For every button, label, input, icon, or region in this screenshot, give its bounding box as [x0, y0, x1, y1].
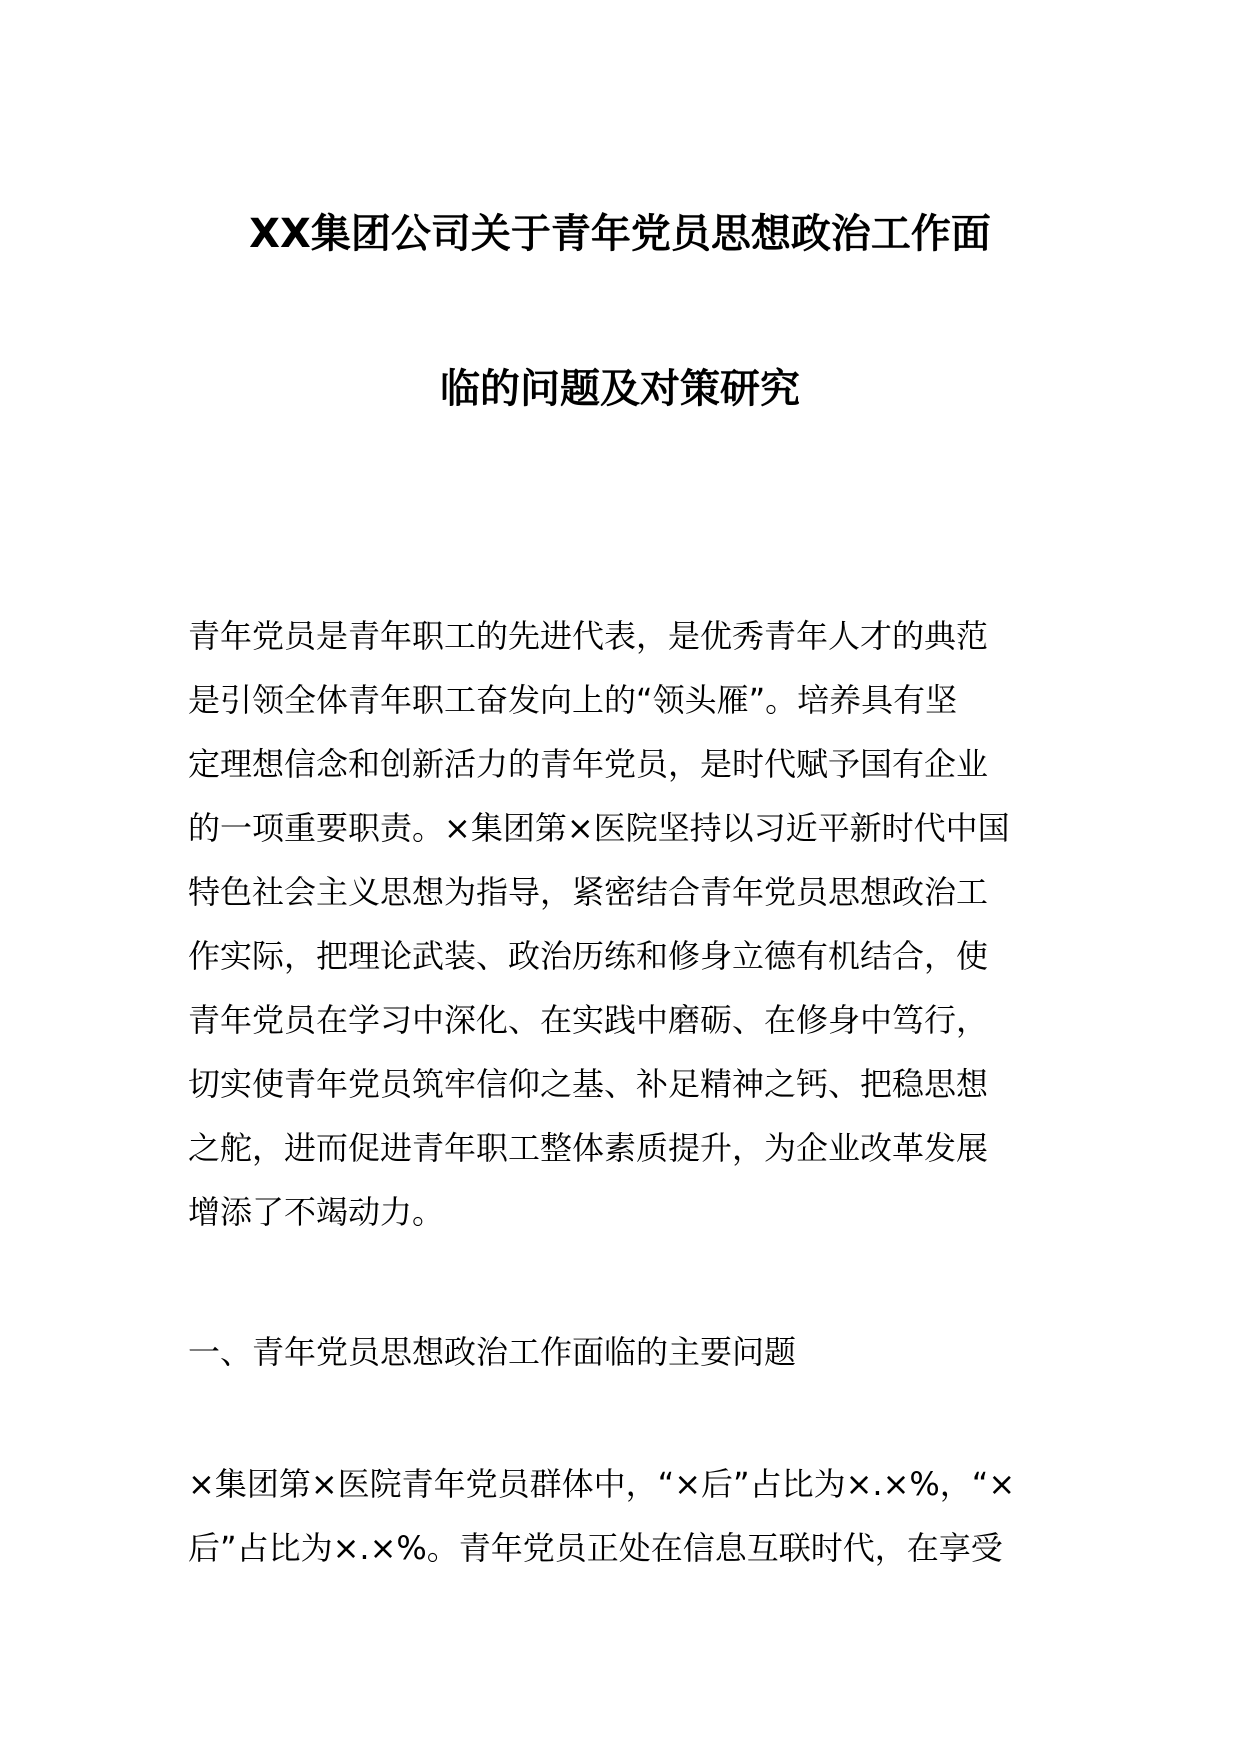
document-title-line-1: XX集团公司关于青年党员思想政治工作面 [249, 211, 991, 257]
paragraph-line: 后”占比为×.×%。青年党员正处在信息互联时代，在享受 [188, 1529, 1003, 1567]
paragraph-line: ×集团第×医院青年党员群体中，“×后”占比为×.×%，“× [188, 1465, 1016, 1503]
intro-paragraph [188, 604, 1060, 1244]
paragraph-line: 特色社会主义思想为指导，紧密结合青年党员思想政治工 [188, 873, 989, 911]
paragraph-line: 青年党员在学习中深化、在实践中磨砺、在修身中笃行， [188, 1001, 989, 1039]
paragraph-line: 增添了不竭动力。 [188, 1193, 445, 1231]
paragraph-line: 定理想信念和创新活力的青年党员，是时代赋予国有企业 [188, 745, 989, 783]
paragraph-line: 作实际，把理论武装、政治历练和修身立德有机结合，使 [188, 937, 989, 975]
section-heading-text: 一、青年党员思想政治工作面临的主要问题 [188, 1333, 797, 1371]
section-heading-problems [188, 1320, 1060, 1384]
paragraph-line: 是引领全体青年职工奋发向上的“领头雁”。培养具有坚 [188, 681, 958, 719]
paragraph-line: 之舵，进而促进青年职工整体素质提升，为企业改革发展 [188, 1129, 989, 1167]
document-title-line-2: 临的问题及对策研究 [440, 366, 800, 412]
paragraph-line: 的一项重要职责。×集团第×医院坚持以习近平新时代中国 [188, 809, 1010, 847]
paragraph-line: 青年党员是青年职工的先进代表，是优秀青年人才的典范 [188, 617, 989, 655]
paragraph-line: 切实使青年党员筑牢信仰之基、补足精神之钙、把稳思想 [188, 1065, 989, 1103]
problems-paragraph [188, 1452, 1060, 1580]
